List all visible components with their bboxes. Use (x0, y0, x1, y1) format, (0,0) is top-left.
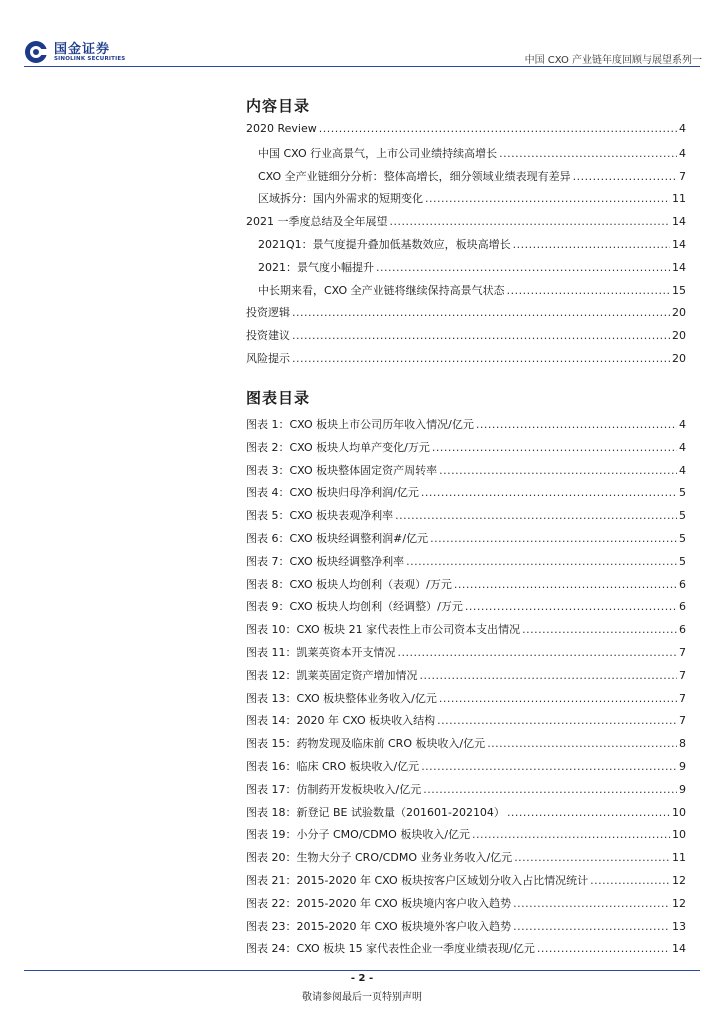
entry-label: 图表 22：2015-2020 年 CXO 板块境内客户收入趋势 (246, 896, 512, 910)
dot-leader (499, 147, 677, 160)
figure-entry[interactable] (246, 804, 686, 822)
entry-page-number: 13 (672, 919, 686, 933)
dot-leader (390, 215, 671, 228)
entry-page-number: 10 (672, 805, 686, 819)
entry-label: 图表 14：2020 年 CXO 板块收入结构 (246, 714, 436, 728)
dot-leader (292, 306, 670, 319)
dot-leader (513, 920, 670, 933)
figure-entry[interactable] (246, 895, 686, 913)
entry-page-number: 14 (672, 215, 686, 229)
figure-entry[interactable] (246, 940, 686, 958)
dot-leader (319, 122, 677, 135)
entry-label: 图表 10：CXO 板块 21 家代表性上市公司资本支出情况 (246, 623, 521, 637)
figure-entry[interactable] (246, 644, 686, 662)
contents-entry[interactable] (258, 168, 686, 186)
contents-entry[interactable] (246, 350, 686, 368)
dot-leader (376, 261, 670, 274)
contents-entry[interactable] (246, 327, 686, 345)
entry-label: 图表 1：CXO 板块上市公司历年收入情况/亿元 (246, 418, 474, 431)
figure-entry[interactable] (246, 667, 686, 685)
entry-page-number: 20 (672, 352, 686, 365)
entry-page-number: 15 (672, 283, 686, 297)
entry-page-number: 4 (679, 440, 686, 454)
sinolink-logo-icon (24, 40, 48, 64)
figures-heading: 图表目录 (246, 389, 311, 407)
entry-label: 图表 9：CXO 板块人均创利（经调整）/万元 (246, 600, 463, 614)
entry-page-number: 11 (672, 192, 686, 206)
dot-leader (437, 714, 677, 727)
figure-entry[interactable] (246, 621, 686, 639)
figure-entry[interactable] (246, 576, 686, 594)
entry-label: CXO 全产业链细分分析：整体高增长，细分领域业绩表现有差异 (258, 169, 571, 183)
entry-page-number: 4 (679, 122, 686, 135)
entry-label: 图表 4：CXO 板块归母净利润/亿元 (246, 486, 419, 500)
figure-entry[interactable] (246, 598, 686, 616)
entry-page-number: 12 (672, 896, 686, 910)
page-header (0, 0, 724, 80)
entry-label: 图表 2：CXO 板块人均单产变化/万元 (246, 440, 430, 454)
entry-label: 图表 13：CXO 板块整体业务收入/亿元 (246, 691, 437, 705)
entry-page-number: 14 (672, 260, 686, 274)
contents-entry[interactable] (258, 236, 686, 254)
figure-entry[interactable] (246, 416, 686, 434)
figure-entry[interactable] (246, 462, 686, 480)
dot-leader (487, 737, 677, 750)
dot-leader (590, 874, 670, 887)
entry-label: 图表 19：小分子 CMO/CDMO 板块收入/亿元 (246, 828, 471, 842)
dot-leader (398, 646, 678, 659)
figure-entry[interactable] (246, 530, 686, 548)
contents-entry[interactable] (258, 190, 686, 208)
entry-label: 图表 6：CXO 板块经调整利润#/亿元 (246, 532, 429, 545)
dot-leader (406, 555, 677, 568)
entry-label: 图表 12：凯莱英固定资产增加情况 (246, 668, 418, 682)
figure-entry[interactable] (246, 758, 686, 776)
dot-leader (454, 578, 677, 591)
entry-label: 图表 5：CXO 板块表观净利率 (246, 509, 394, 523)
entry-label: 图表 8：CXO 板块人均创利（表观）/万元 (246, 577, 452, 591)
entry-page-number: 5 (679, 509, 686, 523)
logo-english-name: SINOLINK SECURITIES (54, 56, 126, 62)
entry-page-number: 7 (679, 668, 686, 682)
contents-entry[interactable] (258, 259, 686, 277)
entry-page-number: 7 (679, 691, 686, 705)
entry-label: 图表 20：生物大分子 CRO/CDMO 业务业务收入/亿元 (246, 851, 513, 865)
disclaimer-note: 敬请参阅最后一页特别声明 (302, 992, 422, 1003)
entry-page-number: 11 (672, 851, 686, 865)
dot-leader (292, 352, 670, 365)
figure-entry[interactable] (246, 781, 686, 799)
entry-label: 图表 18：新登记 BE 试验数量（201601-202104） (246, 805, 505, 819)
figure-entry[interactable] (246, 849, 686, 867)
dot-leader (421, 760, 677, 773)
page-number: - 2 - (350, 973, 374, 984)
entry-page-number: 9 (679, 760, 686, 773)
entry-label: 图表 17：仿制药开发板块收入/亿元 (246, 782, 422, 796)
entry-page-number: 7 (679, 169, 686, 183)
dot-leader (465, 600, 677, 613)
entry-page-number: 4 (679, 418, 686, 431)
entry-label: 中国 CXO 行业高景气，上市公司业绩持续高增长 (258, 146, 498, 160)
figure-entry[interactable] (246, 484, 686, 502)
figure-entry[interactable] (246, 712, 686, 730)
dot-leader (507, 284, 670, 297)
header-divider (24, 66, 700, 67)
dot-leader (430, 532, 677, 545)
dot-leader (292, 329, 670, 342)
figure-entry[interactable] (246, 826, 686, 844)
figure-entry[interactable] (246, 553, 686, 571)
entry-page-number: 6 (679, 577, 686, 591)
entry-page-number: 4 (679, 463, 686, 477)
dot-leader (537, 942, 670, 955)
entry-label: 投资逻辑 (246, 306, 290, 320)
dot-leader (514, 851, 670, 864)
entry-page-number: 5 (679, 486, 686, 500)
contents-heading: 内容目录 (246, 97, 311, 115)
dot-leader (439, 692, 677, 705)
dot-leader (432, 441, 677, 454)
entry-page-number: 10 (672, 828, 686, 842)
entry-label: 2020 Review (246, 122, 317, 135)
entry-label: 区域拆分：国内外需求的短期变化 (258, 192, 423, 206)
entry-page-number: 4 (679, 146, 686, 160)
entry-label: 图表 15：药物发现及临床前 CRO 板块收入/亿元 (246, 737, 486, 751)
entry-label: 2021Q1：景气度提升叠加低基数效应，板块高增长 (258, 238, 511, 251)
dot-leader (421, 486, 677, 499)
contents-entry[interactable] (246, 304, 686, 322)
dot-leader (513, 897, 670, 910)
entry-label: 中长期来看，CXO 全产业链将继续保持高景气状态 (258, 283, 505, 297)
entry-page-number: 6 (679, 600, 686, 614)
dot-leader (423, 783, 677, 796)
entry-page-number: 6 (679, 623, 686, 637)
entry-page-number: 20 (672, 329, 686, 343)
footer-divider (24, 970, 700, 971)
dot-leader (425, 192, 670, 205)
entry-label: 图表 21：2015-2020 年 CXO 板块按客户区域划分收入占比情况统计 (246, 874, 589, 887)
entry-label: 图表 16：临床 CRO 板块收入/亿元 (246, 760, 420, 773)
entry-label: 投资建议 (246, 329, 290, 343)
dot-leader (507, 806, 670, 819)
figure-entry[interactable] (246, 690, 686, 708)
figure-entry[interactable] (246, 439, 686, 457)
entry-page-number: 7 (679, 714, 686, 728)
entry-page-number: 14 (672, 942, 686, 956)
dot-leader (472, 828, 670, 841)
entry-label: 2021 一季度总结及全年展望 (246, 215, 388, 229)
contents-entry[interactable] (258, 282, 686, 300)
dot-leader (573, 170, 677, 183)
figure-entry[interactable] (246, 735, 686, 753)
logo-chinese-name: 国金证券 (54, 42, 111, 57)
contents-entry[interactable] (258, 145, 686, 163)
contents-entry[interactable] (246, 213, 686, 231)
dot-leader (395, 509, 677, 522)
dot-leader (513, 238, 670, 251)
figure-entry[interactable] (246, 918, 686, 936)
dot-leader (420, 669, 678, 682)
dot-leader (476, 418, 677, 431)
entry-page-number: 14 (672, 238, 686, 251)
entry-page-number: 20 (672, 306, 686, 320)
entry-label: 2021：景气度小幅提升 (258, 260, 374, 274)
contents-entry[interactable] (246, 122, 686, 140)
entry-page-number: 12 (672, 874, 686, 887)
figure-entry[interactable] (246, 507, 686, 525)
entry-label: 图表 11：凯莱英资本开支情况 (246, 646, 396, 659)
entry-page-number: 5 (679, 554, 686, 568)
entry-page-number: 5 (679, 532, 686, 545)
entry-page-number: 7 (679, 646, 686, 659)
figure-entry[interactable] (246, 872, 686, 890)
dot-leader (522, 623, 677, 636)
entry-page-number: 8 (679, 737, 686, 751)
entry-page-number: 9 (679, 782, 686, 796)
entry-label: 图表 23：2015-2020 年 CXO 板块境外客户收入趋势 (246, 919, 512, 933)
report-series-title: 中国 CXO 产业链年度回顾与展望系列一 (524, 55, 702, 66)
entry-label: 图表 3：CXO 板块整体固定资产周转率 (246, 463, 438, 477)
entry-label: 图表 7：CXO 板块经调整净利率 (246, 554, 405, 568)
dot-leader (439, 464, 677, 477)
entry-label: 风险提示 (246, 352, 290, 365)
entry-label: 图表 24：CXO 板块 15 家代表性企业一季度业绩表现/亿元 (246, 942, 535, 956)
